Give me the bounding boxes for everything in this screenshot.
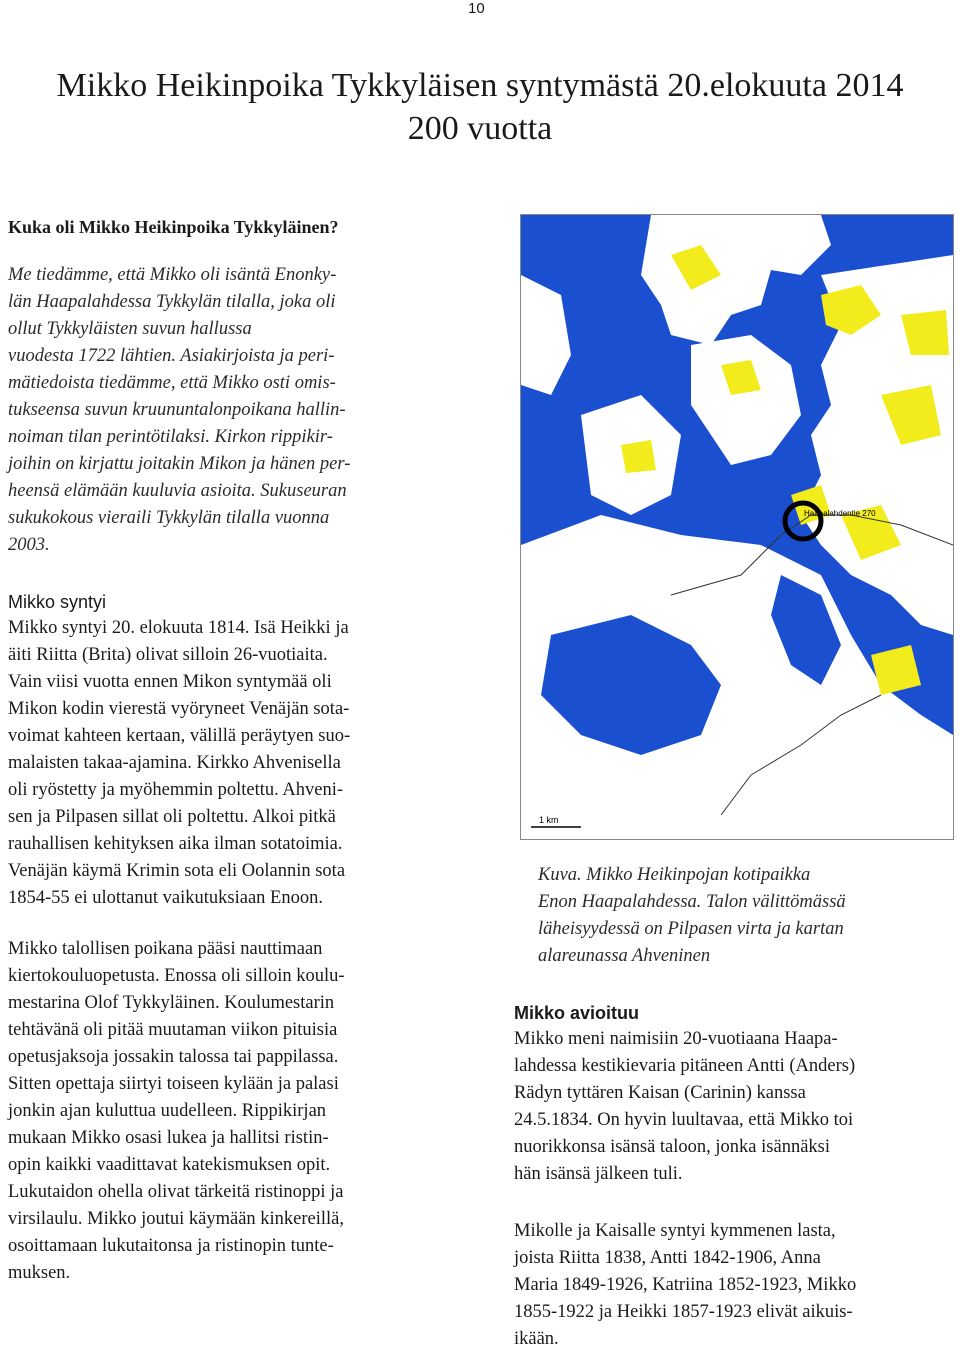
section-heading-born: Mikko syntyi bbox=[8, 592, 107, 612]
map-image bbox=[520, 214, 954, 840]
map-field bbox=[621, 440, 656, 473]
page-title: Mikko Heikinpoika Tykkyläisen syntymästä 20.elokuuta 2014 200 vuotta bbox=[56, 67, 904, 147]
school-paragraph: Mikko talollisen poikana pääsi nauttimaan kiertokouluopetusta. Enossa oli silloin koulu- mestarina Olof Tykkyläinen. Koulumestarin tehtävänä oli pitää muutaman viikon pituisia opetusjaksoja jossakin talossa tai pappilassa. Sitten opettaja siirtyi toiseen kylään ja palasi jonkin ajan kuluttua uudelleen. Rippikirjan mukaan Mikko osasi lukea ja hallitsi ristin- opin kaikki vaadittavat katekismuksen opit. Lukutaidon ohella olivat tärkeitä ristinoppi ja virsilaulu. Mikko joutui käymään kinkereillä, osoittamaan lukutaitonsa ja ristinopin tunte- muksen. bbox=[8, 939, 345, 1283]
page-number: 10 bbox=[468, 0, 485, 17]
intro-paragraph: Me tiedämme, että Mikko oli isäntä Enonky- län Haapalahdessa Tykkylän tilalla, joka oli ollut Tykkyläisten suvun hallussa vuodesta 1722 lähtien. Asiakirjoista ja peri- mätiedoista tiedämme, että Mikko osti omis- tukseensa suvun kruununtalonpoikana hallin- noiman tilan perintötilaksi. Kirkon rippikir- joihin on kirjattu joitakin Mikon ja hänen per- heensä elämään kuuluvia asioita. Sukuseuran sukukokous vieraili Tykkylän tilalla vuonna 2003. bbox=[8, 265, 351, 555]
intro-heading: Kuka oli Mikko Heikinpoika Tykkyläinen? bbox=[8, 217, 339, 237]
right-column bbox=[514, 862, 960, 1353]
map-scale-label: 1 km bbox=[539, 815, 559, 825]
map-caption: Kuva. Mikko Heikinpojan kotipaikka Enon Haapalahdessa. Talon välittömässä läheisyydessä on Pilpasen virta ja kartan alareunassa Ahveninen bbox=[538, 865, 846, 966]
left-column bbox=[8, 214, 508, 1287]
children-paragraph: Mikolle ja Kaisalle syntyi kymmenen lasta, joista Riitta 1838, Antti 1842-1906, Anna Maria 1849-1926, Katriina 1852-1923, Mikko 1855-1922 ja Heikki 1857-1923 elivät aikuis- ikään. bbox=[514, 1221, 857, 1349]
marriage-heading: Mikko avioituu bbox=[514, 1003, 640, 1023]
map-road-label: Haapalahdentie 270 bbox=[804, 509, 876, 518]
marriage-paragraph: Mikko meni naimisiin 20-vuotiaana Haapa- lahdessa kestikievaria pitäneen Antti (Anders) Rädyn tyttären Kaisan (Carinin) kanssa 24.5.1834. On hyvin luultavaa, että Mikko toi nuorikkonsa isänsä taloon, jonka isännäksi hän isänsä jälkeen tuli. bbox=[514, 1029, 856, 1184]
born-paragraph: Mikko syntyi 20. elokuuta 1814. Isä Heikki ja äiti Riitta (Brita) olivat silloin 26-vuotiaita. Vain viisi vuotta ennen Mikon syntymää oli Mikon kodin vierestä vyöryneet Venäjän sota- voimat kahteen kertaan, välillä peräytyen suo- malaisten takaa-ajamina. Kirkko Ahvenisella oli ryöstetty ja myöhemmin poltettu. Ahveni- sen ja Pilpasen sillat oli poltettu. Alkoi pitkä rauhallisen kehityksen aika ilman sotatoimia. Venäjän käymä Krimin sota eli Oolannin sota 1854-55 ei ulottanut vaikutuksiaan Enoon. bbox=[8, 618, 351, 908]
